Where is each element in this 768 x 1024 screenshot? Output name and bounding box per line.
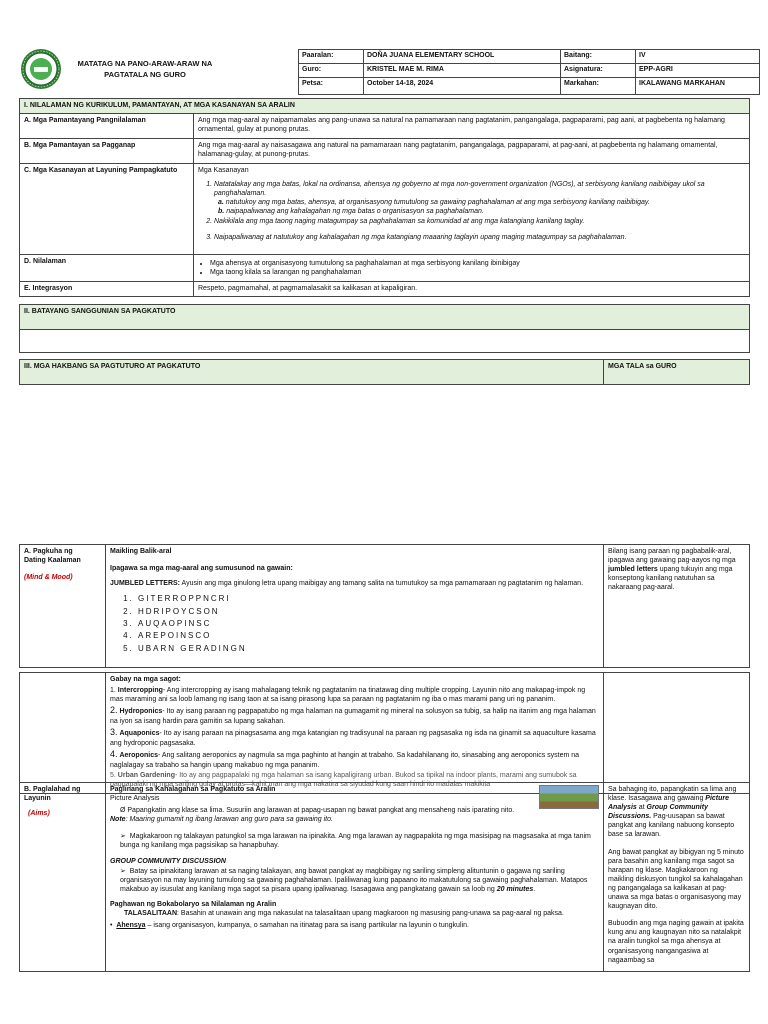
label-subject: Asignatura:: [561, 64, 636, 78]
document-title: MATATAG NA PANO-ARAW-ARAW NA PAGTATALA NG GURO: [77, 59, 213, 79]
value-teacher: KRISTEL MAE M. RIMA: [364, 64, 561, 78]
answer-guide-list: [110, 686, 599, 789]
vocabulary-heading: Paghawan ng Bokabolaryo sa Nilalaman ng Aralin: [110, 900, 277, 908]
jumbled-word: 5. UBARN GERADINGN: [138, 644, 599, 654]
jumbled-words-list: [138, 594, 599, 654]
section-references-table: [19, 304, 750, 353]
part-a-notes: Bilang isang paraan ng pagbabalik-aral, ipagawa ang gawaing pag-aayos ng mga jumbled letters upang tukuyin ang mga konseptong kanilang natutuhan sa nakaraang pag-aaral.: [604, 545, 750, 668]
vocabulary-term: • Ahensya – isang organisasyon, kumpanya, o samahan na itinatag para sa isang partikular na layunin o tungkulin.: [110, 922, 469, 930]
content-item: • Mga ahensya at organisasyong tumutulong sa paghahalaman at mga serbisyong kanilang ibinibigay: [210, 259, 745, 268]
answer-item: 1. Intercropping- Ang intercropping ay isang mahalagang teknik ng pagtatanim na tinatawag ding multiple cropping. Layunin nito ang makapag-impok ng mas maraming ani sa loob lamang ng isang taon at sa isang pirasong lupa sa paraan ng pagtatanim ng iba o mas marami pang uri ng pananim.: [110, 687, 586, 704]
label-grade: Baitang:: [561, 50, 636, 64]
step-grouping: Ø Papangkatin ang klase sa lima. Susuriin ang larawan at papag-usapan ng bawat pangkat ang mensaheng nais iparating nito.: [120, 807, 515, 815]
part-a-content: [106, 545, 604, 668]
row-competencies-content: [194, 164, 750, 255]
row-performance-standards-text: Ang mga mag-aaral ay naisasagawa ang natural na pamamaraan nang pagtatanim, pangangalaga, pagpaparami, at pag-aani, at pagbebenta ng halamang ornamental, halamanag-gulay, at punong-prutas.: [194, 139, 750, 164]
notes-paragraph: Bubuodin ang mga naging gawain at ipakita kung anu ang kaugnayan nito sa natalakpit na aralin tungkol sa mga ahensya at organisasyong nangangasiwa at nagaambag sa: [608, 920, 744, 964]
section2-title: II. BATAYANG SANGGUNIAN SA PAGKATUTO: [20, 305, 750, 330]
part-b-table: [19, 782, 750, 972]
label-teacher: Guro:: [299, 64, 364, 78]
answer-guide-content: [106, 673, 604, 794]
references-empty-cell: [20, 330, 750, 353]
jumbled-word: 4. AREPOINSCO: [138, 631, 599, 641]
review-heading: Maikling Balik-aral: [110, 548, 172, 555]
jumbled-word: 3. AUQAOPINSC: [138, 619, 599, 629]
value-subject: EPP-AGRI: [636, 64, 760, 78]
header-info-table: [298, 49, 760, 95]
part-b-label-cell: B. Paglalahad ng Layunin (Aims): [20, 783, 106, 972]
answer-guide-notes-cell: [604, 673, 750, 794]
value-school: DOÑA JUANA ELEMENTARY SCHOOL: [364, 50, 561, 64]
picture-analysis-label: Picture Analysis: [110, 795, 160, 803]
section3-title: III. MGA HAKBANG SA PAGTUTURO AT PAGKATUTO: [20, 360, 604, 385]
group-discussion-heading: GROUP COMMUNITY DISCUSSION: [110, 857, 226, 865]
teacher-notes-title: MGA TALA sa GURO: [604, 360, 750, 385]
part-a-table: [19, 544, 750, 668]
part-b-heading: Paglinang sa Kahalagahan sa Pagkatuto sa Aralin: [110, 786, 276, 793]
competency-item: 3. Naipapaliwanag at natutukoy ang kahalagahan ng mga katangiang maaaring taglayin upang maging matagumpay sa paghahalaman.: [214, 233, 745, 242]
section1-title: I. NILALAMAN NG KURIKULUM, PAMANTAYAN, AT MGA KASANAYAN SA ARALIN: [20, 99, 750, 114]
section-curriculum-table: [19, 98, 750, 297]
answer-item: 2. Hydroponics- Ito ay isang paraan ng pagpapatubo ng mga halaman na gumagamit ng mineral na solusyon sa tubig, sa halip na itanim ang mga halaman na iyon sa isang hardin para gamitin sa lupang sakahan.: [110, 705, 596, 725]
jumbled-instruction: JUMBLED LETTERS: Ayusin ang mga ginulong letra upang maibigay ang tamang salita na tumutukoy sa mga pamamaraan ng pagtatanim ng halaman.: [110, 580, 584, 588]
answer-guide-table: [19, 672, 750, 794]
competency-item: 2. Nakikilala ang mga taong naging matagumpay sa paghahalaman sa komunidad at ang mga katangiang kanilang taglay.: [214, 217, 745, 226]
row-content-standards-label: A. Mga Pamantayang Pangnilalaman: [20, 114, 194, 139]
aims-tag: (Aims): [28, 810, 50, 818]
row-performance-standards-label: B. Mga Pamantayan sa Pagganap: [20, 139, 194, 164]
jumbled-word: 1. GITERROPPNCRI: [138, 594, 599, 604]
content-item: • Mga taong kilala sa larangan ng panghahalaman: [210, 268, 745, 277]
jumbled-word: 2. HDRIPOYCSON: [138, 607, 599, 617]
competency-item: 1. Natatalakay ang mga batas, lokal na ordinansa, ahensya ng gobyerno at mga non-government organization (NGOs), at serbisyong kanilang naibibigay ukol sa panghahalaman. a. natutukoy ang mga batas, ahensya, at organisasyong tumutulong sa gawaing paghahalaman at ang mga serbisyong kanilang naibibigay. b. naipapaliwanag ang kahalagahan ng mga batas o organisasyon sa paghahalaman.: [214, 180, 745, 216]
review-instruction: Ipagawa sa mga mag-aaral ang sumusunod na gawain:: [110, 565, 293, 573]
row-competencies-label: C. Mga Kasanayan at Layuning Pampagkatuto: [20, 164, 194, 255]
answer-guide-heading: Gabay na mga sagot:: [110, 676, 181, 683]
vocabulary-instruction: TALASALITAAN: Basahin at unawain ang mga nakasulat na talasalitaan upang magkaroon ng masusing pang-unawa sa pag-aaral ng paksa.: [124, 910, 564, 918]
part-b-content: [106, 783, 604, 972]
answer-guide-blank-cell: [20, 673, 106, 794]
farmers-picture: [539, 785, 599, 809]
label-date: Petsa:: [299, 78, 364, 95]
teacher-note: Note: Maaring gumamit ng ibang larawan ang guro para sa gawaing ito.: [110, 816, 333, 824]
row-content-list: [194, 255, 750, 282]
value-quarter: IKALAWANG MARKAHAN: [636, 78, 760, 95]
step-group-task: ➢ Batay sa ipinakitang larawan at sa naging talakayan, ang bawat pangkat ay magbibigay ng sariling simpleng alituntunin o gagawa ng sariling organisasyon na may layuning tumulong sa gawaing paghahalaman. Ipaliliwanag kung papaano ito makatutulong sa gawaing paghahalaman. Matapos makabuo ay isusulat ang kanilang mga sagot sa pisara upang ipaliwanag. Isasagawa ang pangkatang gawain sa loob ng 20 minutes.: [120, 867, 588, 893]
section-steps-table: [19, 359, 750, 385]
answer-item: 5. Urban Gardening- Ito ay ang pagpapalaki ng mga halaman sa isang kapaligirang urban. Bukod sa tipikal na indoor plants, marami ang sumubok sa pagpapalaki ng mga sariling gulay at prutas—kahit man ang mga nakatira sa siyudad kung saan hindi ito madalas makikita: [110, 771, 577, 788]
mind-mood-tag: (Mind & Mood): [24, 574, 73, 582]
label-quarter: Markahan:: [561, 78, 636, 95]
step-discussion: ➢ Magkakaroon ng talakayan patungkol sa mga larawan na ipinakita. Ang mga larawan ay nagpapakita ng mga masisipag na magsasaka at mga tanim bunga ng kanilang mga pagsisikap sa hanapbuhay.: [120, 833, 591, 850]
value-grade: IV: [636, 50, 760, 64]
notes-paragraph: Sa bahaging ito, papangkatin sa lima ang klase. Isasagawa ang gawaing Picture Analysis at Group Community Discussions. Pag-uusapan sa bawat pangkat ang kanilang nabuong konsepto base sa larawan.: [608, 786, 737, 839]
part-b-notes: [604, 783, 750, 972]
part-a-label-cell: A. Pagkuha ng Dating Kaalaman (Mind & Mood): [20, 545, 106, 668]
school-seal-logo: [20, 48, 62, 90]
notes-paragraph: Ang bawat pangkat ay bibigyan ng 5 minuto para basahin ang kanilang mga sagot sa harapan ng klase. Magkakaroon ng maikling diskusyon tungkol sa kahalagahan ng pangangalaga sa kalikasan at pag-unawa sa mga batas o organisasyong may kaugnayan dito.: [608, 848, 744, 911]
competencies-heading: Mga Kasanayan: [198, 167, 249, 174]
label-school: Paaralan:: [299, 50, 364, 64]
row-content-standards-text: Ang mga mag-aaral ay naipamamalas ang pang-unawa sa natural na pamamaraan nang pagtatanim, pangangalaga, pagpaparami, pag aani, at pagbebenta ng halamang ornamental, gulay at punong prutas.: [194, 114, 750, 139]
answer-item: 4. Aeroponics- Ang salitang aeroponics ay nagmula sa mga paghinto at hangin at trabaho. Sa kadahilanang ito, sinasabing ang aeroponics system na naglalagay sa trabaho sa hangin upang makabuo ng mga pananim.: [110, 748, 580, 769]
answer-item: 3. Aquaponics- Ito ay isang paraan na pinagsasama ang mga katangian ng tradisyunal na paraan ng pagsasaka ng isda na ginamit sa aquaculture kasama ang hydroponic pagsasaka.: [110, 727, 596, 747]
row-content-label: D. Nilalaman: [20, 255, 194, 282]
row-integration-label: E. Integrasyon: [20, 282, 194, 297]
row-integration-text: Respeto, pagmamahal, at pagmamalasakit sa kalikasan at kapaligiran.: [194, 282, 750, 297]
value-date: October 14-18, 2024: [364, 78, 561, 95]
